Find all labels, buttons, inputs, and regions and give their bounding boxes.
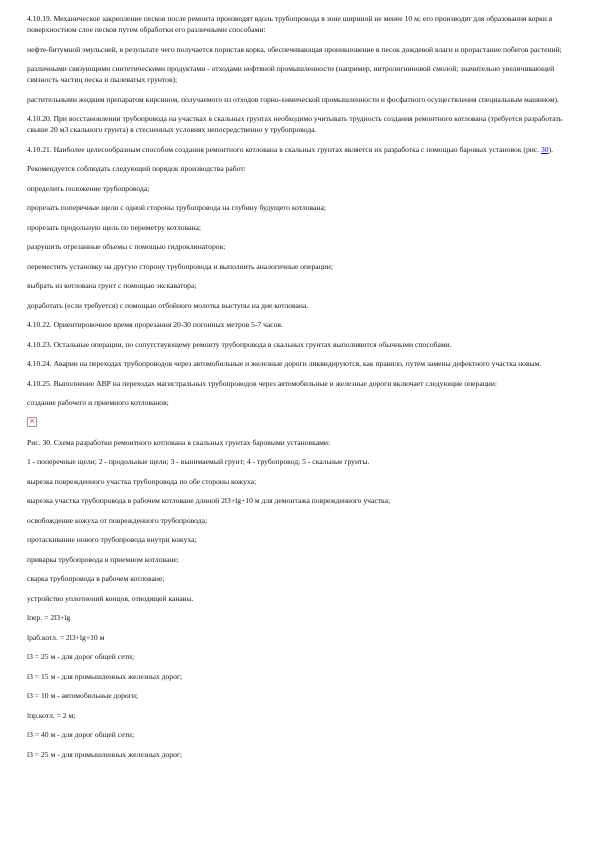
document-body	[27, 13, 567, 768]
paragraph: 4.10.19. Механическое закрепление песков после ремонта производят вдоль трубопровода в зоне шириной не менее 10 м; его производят для образования корки в поверхностном слое песков путем обработки его различными способами:	[27, 14, 553, 34]
formula: l3 = 40 м - для дорог общей сети;	[27, 730, 135, 739]
formula: l3 = 25 м - для промышленных железных дорог;	[27, 749, 183, 759]
list-item: протаскивание нового трубопровода внутри кожуха;	[27, 535, 197, 544]
list-item: выбрать из котлована грунт с помощью экскаватора;	[27, 281, 197, 290]
list-item: разрушить отрезанные объемы с помощью гидроклинаторов;	[27, 242, 226, 251]
paragraph: 4.10.24. Аварии на переходах трубопроводов через автомобильные и железные дороги ликвидируются, как правило, путем замены дефектного участка новым.	[27, 359, 542, 368]
list-item: доработать (если требуется) с помощью отбойного молотка выступы на дне котлована.	[27, 300, 309, 310]
figure-30-link[interactable]: 30	[540, 144, 549, 154]
formula: l3 = 25 м - для дорог общей сети;	[27, 652, 135, 661]
list-item: переместить установку на другую сторону трубопровода и выполнить аналогичные операции;	[27, 261, 333, 271]
list-item: вырезка поврежденного участка трубопровода по обе стороны кожуха;	[27, 476, 257, 486]
paragraph: 4.10.22. Ориентировочное время прорезания 20-30 погонных метров 5-7 часов.	[27, 320, 283, 329]
formula: l3 = 10 м - автомобильные дороги;	[27, 691, 139, 700]
paragraph-text: 4.10.21. Наиболее целесообразным способом создания ремонтного котлована в скальных грунтах является их разработка с помощью баровых установок (рис.	[27, 144, 541, 154]
list-item: освобождение кожуха от поврежденного трубопровода;	[27, 515, 208, 525]
paragraph: растительными жидким препаратом кирсином, получаемого из отходов горно-химической промышленности и фосфатного осуществления специальным машином).	[27, 94, 559, 104]
formula: lпр.котл. = 2 м;	[27, 710, 76, 720]
paragraph: нефте-битумной эмульсией, в результате чего получается пористая корка, обеспечивающая проникновение в песок дождевой влаги и прорастание побегов растений;	[27, 44, 562, 54]
list-item: сварка трубопровода в рабочем котловане;	[27, 574, 165, 583]
paragraph: различными связующими синтетическими продуктами - отходами нефтяной промышленности (например, нитролигниновой смолой; значительно увеличивающей связность частиц песка и пылеватых грунтов);	[27, 64, 555, 84]
list-item: вырезка участка трубопровода в рабочем котловане длиной 2l3+lg+10 м для демонтажа поврежденного участка;	[27, 496, 391, 505]
broken-image-icon	[27, 417, 37, 427]
formula: l3 = 15 м - для промышленных железных дорог;	[27, 671, 183, 681]
list-item: создание рабочего и приемного котлованов;	[27, 398, 169, 407]
list-item: устройство уплотнений концов, отводящей канавы.	[27, 593, 194, 603]
broken-image-glyph: ×	[29, 417, 35, 425]
paragraph: Рекомендуется соблюдать следующий порядок производства работ:	[27, 164, 246, 173]
paragraph-text: ).	[548, 144, 554, 154]
formula: lраб.котл. = 2l3+lg+10 м	[27, 632, 105, 642]
list-item: прорезать продольную щель по периметру котлована;	[27, 222, 201, 232]
paragraph: 4.10.20. При восстановлении трубопровода на участках в скальных грунтах необходимо учитывать трудность создания ремонтного котлована (требуется разработать свыше 20 м3 скального грунта) в стесненных условиях непосредственно у трубопровода.	[27, 114, 563, 134]
list-item: определить положение трубопровода;	[27, 183, 150, 193]
paragraph: 4.10.23. Остальные операции, по сопутствующему ремонту трубопровода в скальных грунтах выполняются обычными способами.	[27, 339, 452, 349]
paragraph: 4.10.25. Выполнение АВР на переходах магистральных трубопроводов через автомобильные и железные дороги включает следующие операции:	[27, 378, 498, 388]
figure-caption: Рис. 30. Схема разработки ремонтного котлована в скальных грунтах баровыми установками:	[27, 437, 331, 447]
paragraph-with-figure-link	[27, 144, 567, 155]
list-item: приварка трубопровода в приемном котловане;	[27, 554, 179, 564]
formula: lпер. = 2l3+lg	[27, 613, 71, 622]
list-item: прорезать поперечные щели с одной стороны трубопровода на глубину будущего котлована;	[27, 203, 326, 212]
figure-legend: 1 - поперечные щели; 2 - продольные щели; 3 - вынимаемый грунт; 4 - трубопровод; 5 - скальные грунты.	[27, 457, 370, 466]
